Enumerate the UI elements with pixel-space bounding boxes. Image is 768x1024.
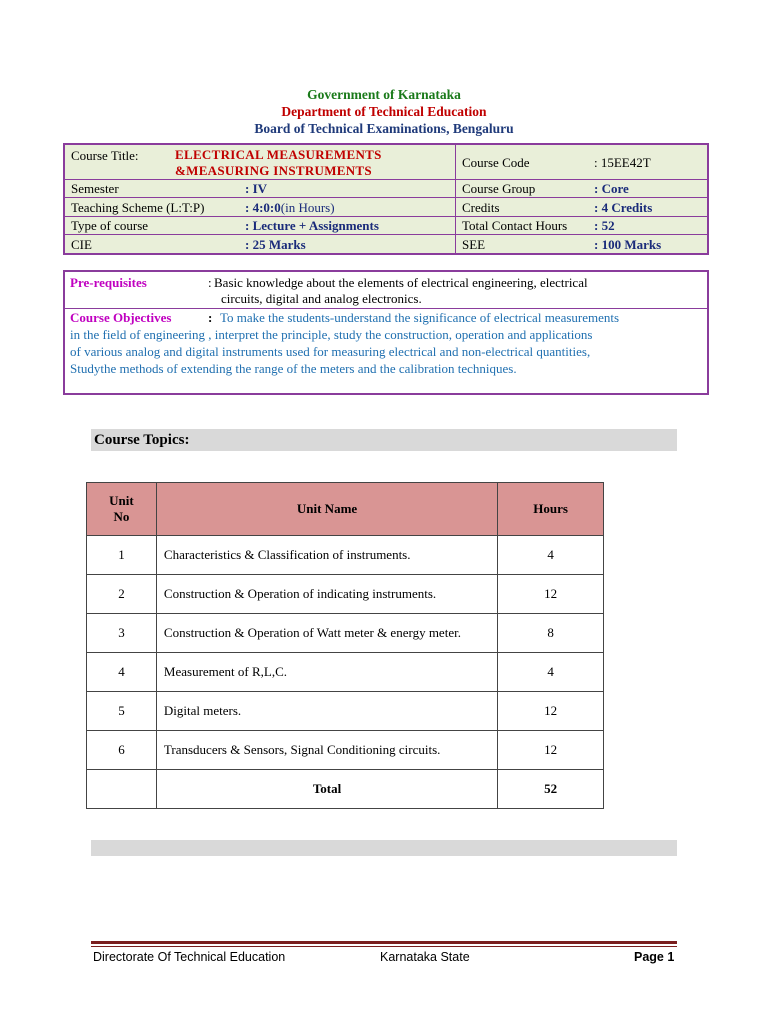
contact-hours-label: Total Contact Hours [462,218,568,233]
prerequisites-line2: circuits, digital and analog electronics. [221,291,422,306]
unit-no-cell: 1 [87,536,157,575]
unit-name-cell: Construction & Operation of Watt meter & energy meter. [156,614,497,653]
course-topics-title: Course Topics: [94,432,190,448]
unit-no-cell: 4 [87,653,157,692]
total-empty-cell [87,770,157,809]
unit-name-cell: Measurement of R,L,C. [156,653,497,692]
unit-name-cell: Construction & Operation of indicating instruments. [156,575,497,614]
semester-label: Semester [71,181,119,196]
cie-value: : 25 Marks [245,237,306,252]
objectives-line2: in the field of engineering , interpret the principle, study the construction, operation and applications [70,327,593,342]
unit-no-cell: 2 [87,575,157,614]
footer-directorate: Directorate Of Technical Education [93,950,286,964]
unit-no-cell: 5 [87,692,157,731]
table-row [87,653,604,692]
table-row [87,692,604,731]
unit-no-cell: 3 [87,614,157,653]
footer-page-number: Page 1 [634,950,675,964]
objectives-separator: : [208,310,213,325]
table-row [87,575,604,614]
unit-name-cell: Transducers & Sensors, Signal Conditioning circuits. [156,731,497,770]
header-government: Government of Karnataka [307,87,461,102]
unit-name-header: Unit Name [156,483,497,536]
prerequisites-line1: Basic knowledge about the elements of electrical engineering, electrical [214,275,588,290]
course-code-value: : 15EE42T [594,155,651,170]
table-row [87,536,604,575]
hours-cell: 12 [498,692,604,731]
hours-cell: 4 [498,653,604,692]
prerequisites-label: Pre-requisites [70,275,147,290]
footer-state: Karnataka State [380,950,470,964]
total-hours: 52 [498,770,604,809]
table-row [87,614,604,653]
see-label: SEE [462,237,486,252]
semester-value: : IV [245,181,268,196]
course-topics-bar [91,429,677,451]
table-row [87,731,604,770]
course-group-value: : Core [594,181,629,196]
course-title-line2: &MEASURING INSTRUMENTS [175,163,372,178]
total-row [87,770,604,809]
course-title-label: Course Title: [71,148,139,163]
unit-no-header: Unit No [87,483,157,536]
header-department: Department of Technical Education [281,104,487,119]
unit-no-cell: 6 [87,731,157,770]
objectives-label: Course Objectives [70,310,172,325]
teaching-scheme-label: Teaching Scheme (L:T:P) [71,200,205,215]
header-board: Board of Technical Examinations, Bengaluru [254,121,514,136]
unit-name-cell: Digital meters. [156,692,497,731]
course-title-line1: ELECTRICAL MEASUREMENTS [175,147,382,162]
footer-rule-thin [91,946,677,947]
course-type-value: : Lecture + Assignments [245,218,379,233]
course-group-label: Course Group [462,181,536,196]
see-value: : 100 Marks [594,237,662,252]
credits-value: : 4 Credits [594,200,653,215]
objectives-line1: To make the students-understand the significance of electrical measurements [220,310,620,325]
course-info-table [63,143,709,255]
section-divider-bar [91,840,677,856]
hours-cell: 12 [498,731,604,770]
unit-name-cell: Characteristics & Classification of instruments. [156,536,497,575]
prerequisites-separator: : [208,275,212,290]
objectives-line3: of various analog and digital instruments used for measuring electrical and non-electrical quantities, [70,344,591,359]
footer-rule-thick [91,941,677,944]
credits-label: Credits [462,200,500,215]
hours-header: Hours [498,483,604,536]
hours-cell: 8 [498,614,604,653]
course-code-label: Course Code [462,155,530,170]
total-label: Total [156,770,497,809]
cie-label: CIE [71,237,92,252]
hours-cell: 4 [498,536,604,575]
prerequisites-objectives-box [63,270,709,395]
contact-hours-value: : 52 [594,218,615,233]
table-header-row [87,483,604,536]
course-topics-table [86,482,604,809]
hours-cell: 12 [498,575,604,614]
course-type-label: Type of course [71,218,149,233]
objectives-line4: Studythe methods of extending the range of the meters and the calibration techniques. [70,361,517,376]
teaching-scheme-value: : 4:0:0(in Hours) [245,200,335,215]
